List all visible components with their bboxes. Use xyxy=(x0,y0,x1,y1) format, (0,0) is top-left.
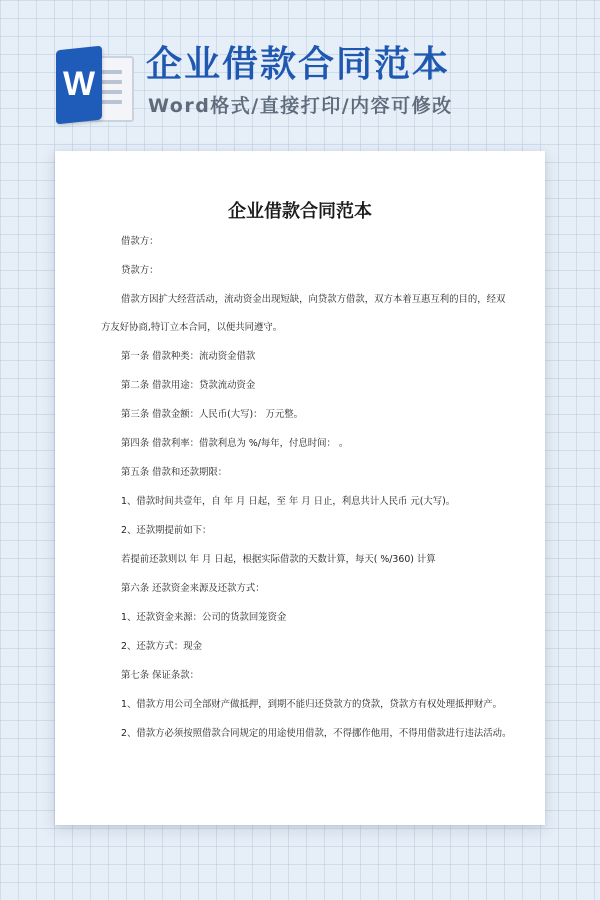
article-3-line: 第三条 借款金额：人民币(大写)： 万元整。 xyxy=(121,409,304,420)
document-paper xyxy=(55,151,545,825)
article-5-item-2: 2、还款期提前如下： xyxy=(121,525,212,536)
article-7-item-1: 1、借款方用公司全部财产做抵押，到期不能归还贷款方的贷款，贷款方有权处理抵押财产。 xyxy=(121,699,502,710)
banner-subtitle: Word格式/直接打印/内容可修改 xyxy=(148,95,453,117)
article-5-line: 第五条 借款和还款期限： xyxy=(121,467,228,478)
article-5-item-1: 1、借款时间共壹年，自 年 月 日起，至 年 月 日止，利息共计人民币 元(大写)。 xyxy=(121,496,456,507)
lender-line: 贷款方： xyxy=(121,265,159,276)
article-6-line: 第六条 还款资金来源及还款方式： xyxy=(121,583,265,594)
article-7-item-2: 2、借款方必须按照借款合同规定的用途使用借款，不得挪作他用，不得用借款进行违法活动。 xyxy=(121,728,512,739)
preamble-line-1: 借款方因扩大经营活动，流动资金出现短缺，向贷款方借款，双方本着互惠互利的目的，经双 xyxy=(121,294,506,305)
word-document-icon xyxy=(56,44,134,126)
early-repayment-line: 若提前还款则以 年 月 日起，根据实际借款的天数计算，每天( %/360) 计算 xyxy=(121,554,436,565)
banner-title: 企业借款合同范本 xyxy=(146,44,451,85)
article-6-item-2: 2、还款方式：现金 xyxy=(121,641,202,652)
article-2-line: 第二条 借款用途：贷款流动资金 xyxy=(121,380,256,391)
word-logo-letter: W xyxy=(62,65,96,103)
header-banner xyxy=(0,0,600,150)
article-4-line: 第四条 借款利率：借款利息为 %/每年，付息时间： 。 xyxy=(121,438,349,449)
article-6-item-1: 1、还款资金来源：公司的货款回笼资金 xyxy=(121,612,287,623)
article-7-line: 第七条 保证条款： xyxy=(121,670,199,681)
document-title: 企业借款合同范本 xyxy=(228,201,372,222)
borrower-line: 借款方： xyxy=(121,236,159,247)
article-1-line: 第一条 借款种类：流动资金借款 xyxy=(121,351,256,362)
preamble-line-2: 方友好协商,特订立本合同，以便共同遵守。 xyxy=(101,322,283,333)
